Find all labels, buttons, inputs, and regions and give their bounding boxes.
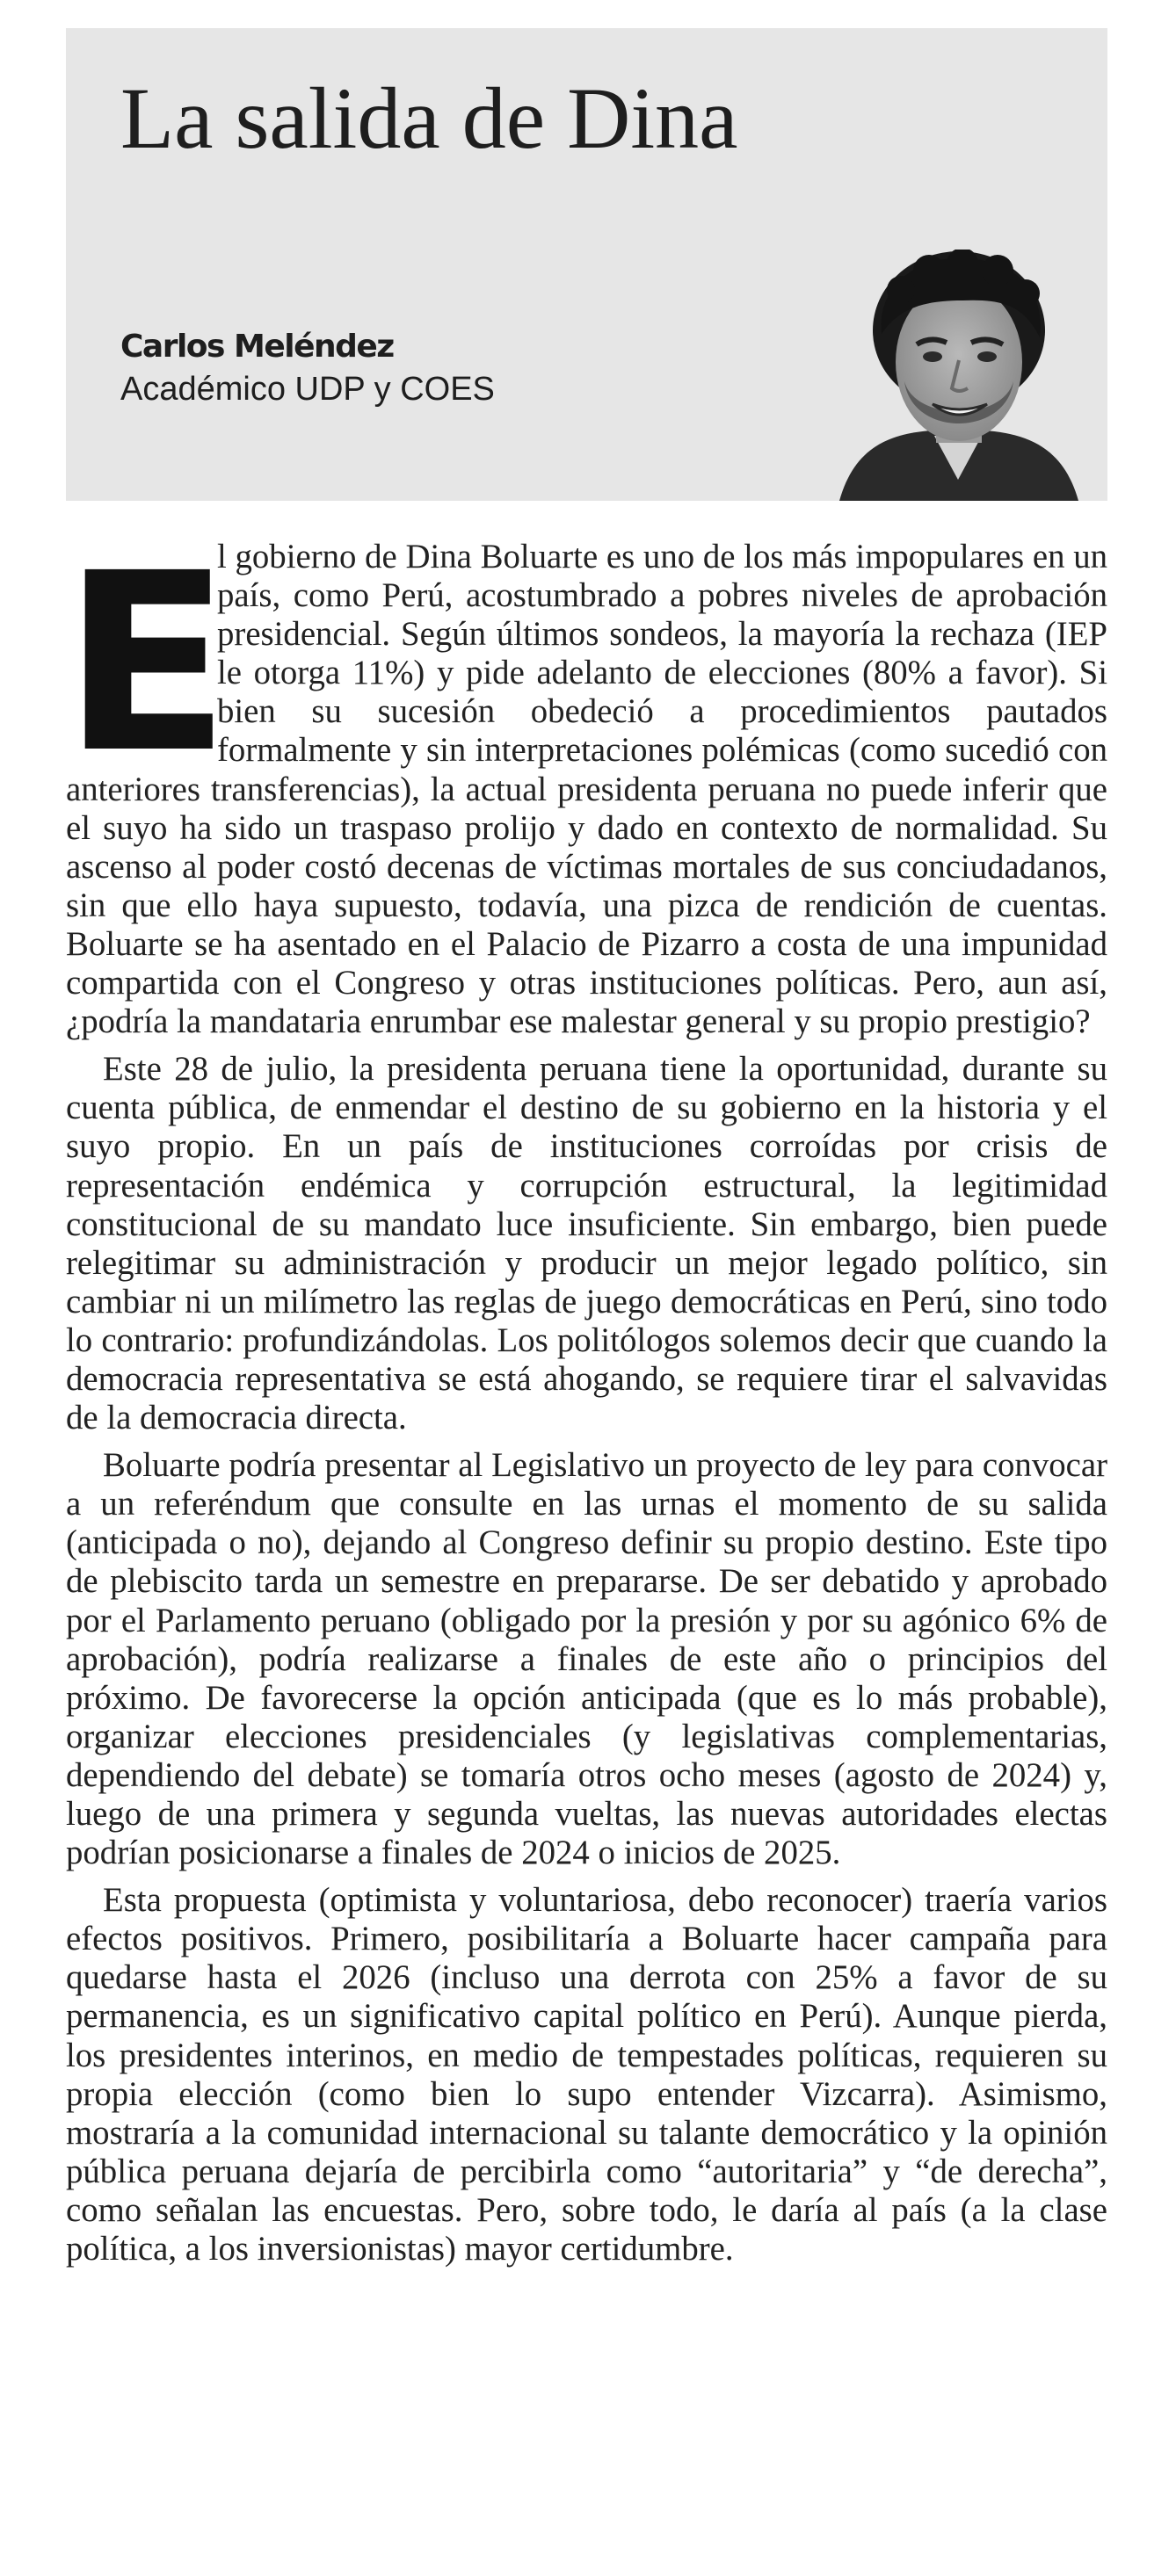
- article-body: [62, 521, 1107, 2277]
- article-title: La salida de Dina: [120, 69, 738, 167]
- author-role: Académico UDP y COES: [120, 371, 495, 408]
- article-paragraph: Este 28 de julio, la presidenta peruana tiene la oportunidad, durante su cuenta pública, de enmendar el destino de su gobierno en la historia y el suyo propio. En un país de instituciones corroídas por crisis de representación endémica y corrupción estructural, la legitimidad constitucional de su mandato luce insuficiente. Sin embargo, bien puede relegitimar su administración y producir un mejor legado político, sin cambiar ni un milímetro las reglas de juego democráticas en Perú, sino todo lo contrario: profundizándolas. Los politólogos solemos decir que cuando la democracia representativa se está ahogando, se requiere tirar el salvavidas de la democracia directa.: [66, 1050, 1107, 1437]
- article-paragraph: Boluarte podría presentar al Legislativo un proyecto de ley para convocar a un referéndum que consulte en las urnas el momento de su salida (anticipada o no), dejando al Congreso definir su propio destino. Este tipo de plebiscito tarda un semestre en prepararse. De ser debatido y aprobado por el Parlamento peruano (obligado por la presión y por su agónico 6% de aprobación), podría realizarse a finales de este año o principios del próximo. De favorecerse la opción anticipada (que es lo más probable), organizar elecciones presidenciales (y legislativas complementarias, dependiendo del debate) se tomaría otros ocho meses (agosto de 2024) y, luego de una primera y segunda vueltas, las nuevas autoridades electas podrían posicionarse a finales de 2024 o inicios de 2025.: [66, 1446, 1107, 1872]
- author-photo: [831, 250, 1085, 501]
- author-name: Carlos Meléndez: [120, 329, 394, 365]
- column-header: [66, 28, 1107, 501]
- article-paragraph: Esta propuesta (optimista y voluntariosa, debo reconocer) traería varios efectos positivos. Primero, posibilitaría a Boluarte hacer campaña para quedarse hasta el 2026 (incluso una derrota con 25% a favor de su permanencia, es un significativo capital político en Perú). Aunque pierda, los presidentes interinos, en medio de tempestades políticas, requieren su propia elección (como bien lo supo entender Vizcarra). Asimismo, mostraría a la comunidad internacional su talante democrático y la opinión pública peruana dejaría de percibirla como “autoritaria” y “de derecha”, como señalan las encuestas. Pero, sobre todo, le daría al país (a la clase política, a los inversionistas) mayor certidumbre.: [66, 1881, 1107, 2268]
- drop-cap: E: [62, 521, 231, 807]
- article-paragraph: E l gobierno de Dina Boluarte es uno de los más impopulares en un país, como Perú, acostumbrado a pobres niveles de aprobación presidencial. Según últimos sondeos, la mayoría la rechaza (IEP le otorga 11%) y pide adelanto de elecciones (80% a favor). Si bien su sucesión obedeció a procedimientos pautados formalmente y sin interpretaciones polémicas (como sucedió con anteriores transferencias), la actual presidenta peruana no puede inferir que el suyo ha sido un traspaso prolijo y dado en contexto de normalidad. Su ascenso al poder costó decenas de víctimas mortales de sus conciudadanos, sin que ello haya supuesto, todavía, una pizca de rendición de cuentas. Boluarte se ha asentado en el Palacio de Pizarro a costa de una impunidad compartida con el Congreso y otras instituciones políticas. Pero, aun así, ¿podría la mandataria enrumbar ese malestar general y su propio prestigio?: [62, 521, 1107, 1041]
